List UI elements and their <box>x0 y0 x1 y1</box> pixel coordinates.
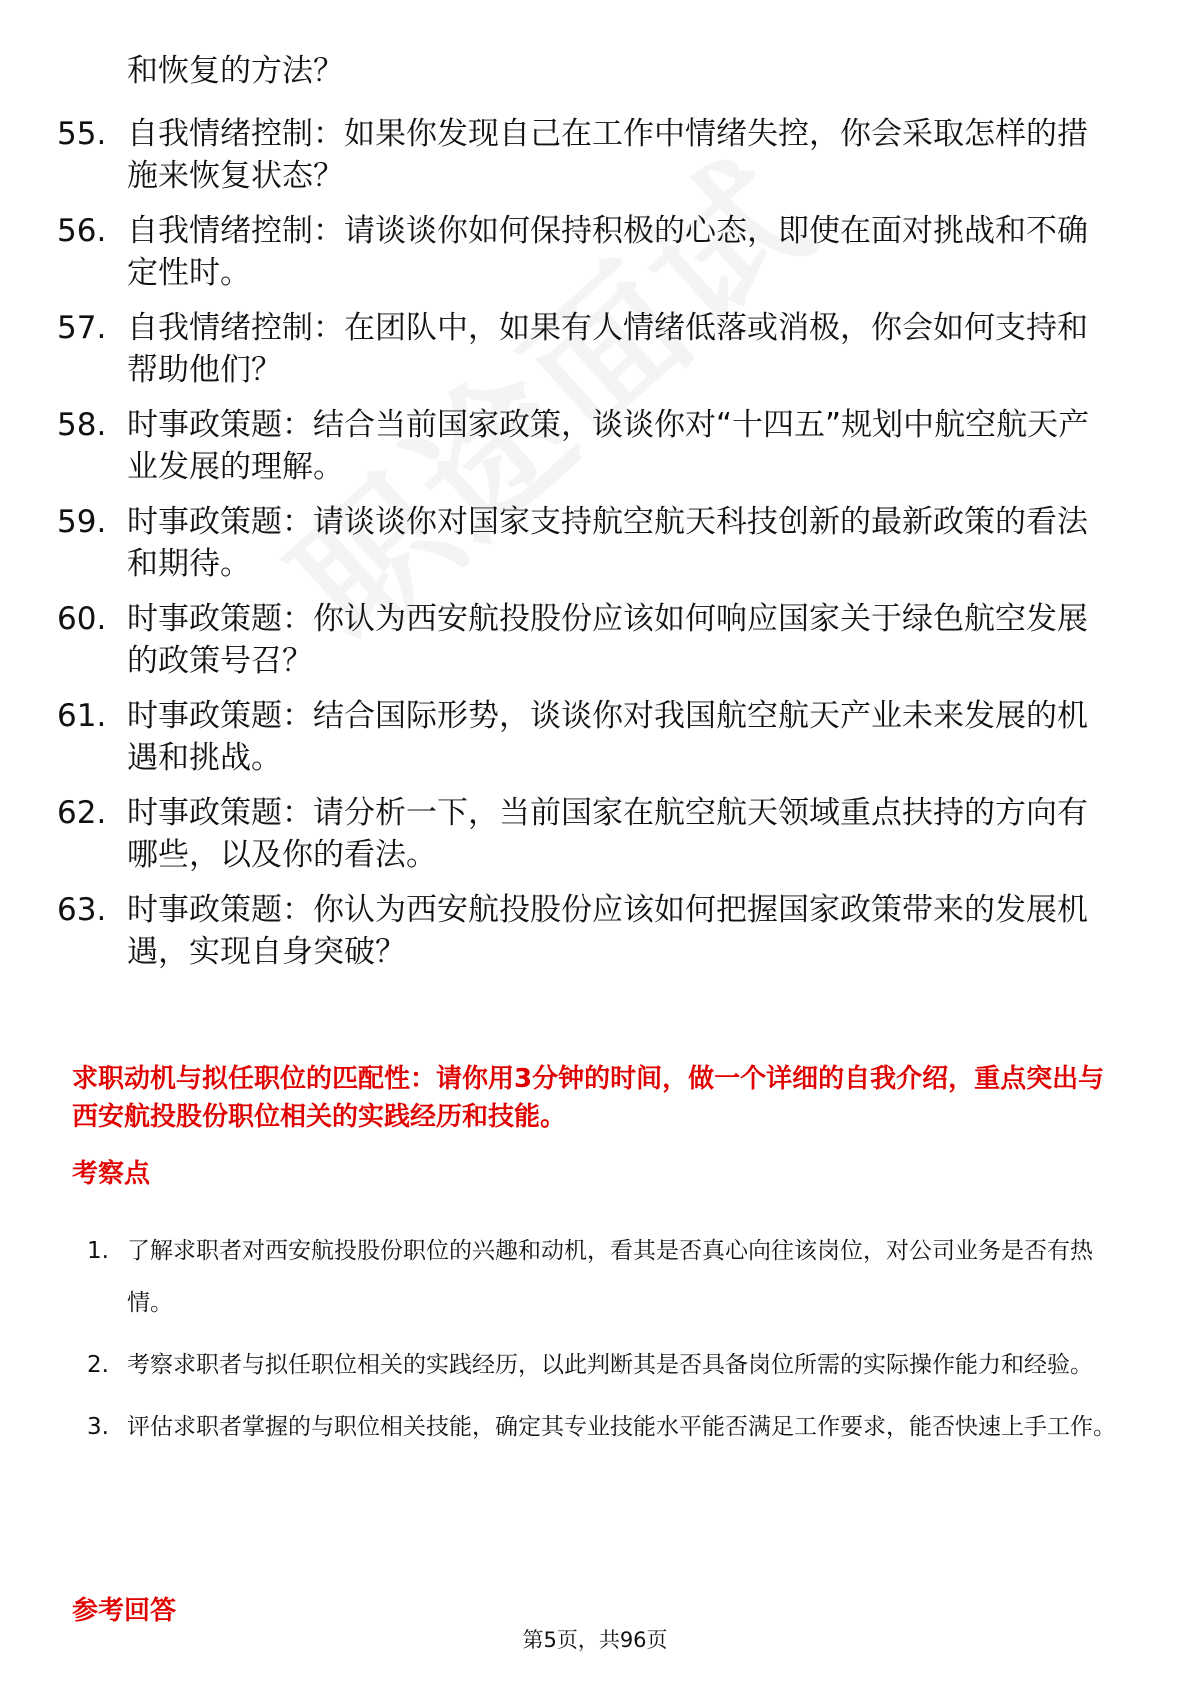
question-text: 时事政策题：你认为西安航投股份应该如何响应国家关于绿色航空发展的政策号召？ <box>127 601 1088 679</box>
question-item <box>0 307 1190 391</box>
checkpoint-list <box>0 1225 1190 1463</box>
question-item <box>0 889 1190 973</box>
question-text: 自我情绪控制：如果你发现自己在工作中情绪失控，你会采取怎样的措施来恢复状态？ <box>127 116 1088 194</box>
question-text: 时事政策题：结合国际形势，谈谈你对我国航空航天产业未来发展的机遇和挑战。 <box>127 698 1088 776</box>
question-number: 55. <box>57 116 107 152</box>
question-number: 63. <box>57 892 107 928</box>
question-number: 60. <box>57 601 107 637</box>
question-item <box>0 792 1190 876</box>
question-text: 自我情绪控制：请谈谈你如何保持积极的心态，即使在面对挑战和不确定性时。 <box>127 213 1088 291</box>
question-item <box>0 113 1190 197</box>
checkpoint-item <box>0 1225 1190 1329</box>
question-item <box>0 695 1190 779</box>
checkpoint-text: 评估求职者掌握的与职位相关技能，确定其专业技能水平能否满足工作要求，能否快速上手工作。 <box>127 1414 1116 1440</box>
question-number: 61. <box>57 698 107 734</box>
checkpoint-item <box>0 1339 1190 1391</box>
question-text: 时事政策题：请谈谈你对国家支持航空航天科技创新的最新政策的看法和期待。 <box>127 504 1088 582</box>
question-number: 59. <box>57 504 107 540</box>
question-list <box>0 113 1190 986</box>
question-item <box>0 210 1190 294</box>
checkpoint-number: 3. <box>87 1414 109 1440</box>
question-text: 时事政策题：结合当前国家政策，谈谈你对“十四五”规划中航空航天产业发展的理解。 <box>127 407 1090 485</box>
checkpoint-number: 1. <box>87 1238 109 1264</box>
question-item <box>0 404 1190 488</box>
checkpoint-text: 了解求职者对西安航投股份职位的兴趣和动机，看其是否真心向往该岗位，对公司业务是否有热情。 <box>127 1238 1093 1316</box>
question-item <box>0 598 1190 682</box>
reference-answer-heading: 参考回答 <box>72 1596 177 1626</box>
question-number: 56. <box>57 213 107 249</box>
continued-question-text: 和恢复的方法？ <box>127 53 344 89</box>
page-footer: 第5页，共96页 <box>522 1628 668 1652</box>
question-number: 62. <box>57 795 107 831</box>
question-number: 57. <box>57 310 107 346</box>
checkpoint-number: 2. <box>87 1352 109 1378</box>
question-item <box>0 501 1190 585</box>
checkpoint-item <box>0 1401 1190 1453</box>
highlighted-question: 求职动机与拟任职位的匹配性：请你用3分钟的时间，做一个详细的自我介绍，重点突出与西安航投股份职位相关的实践经历和技能。 <box>72 1064 1105 1132</box>
question-text: 时事政策题：请分析一下，当前国家在航空航天领域重点扶持的方向有哪些，以及你的看法。 <box>127 795 1088 873</box>
question-number: 58. <box>57 407 107 443</box>
checkpoint-text: 考察求职者与拟任职位相关的实践经历，以此判断其是否具备岗位所需的实际操作能力和经验。 <box>127 1352 1093 1378</box>
question-text: 自我情绪控制：在团队中，如果有人情绪低落或消极，你会如何支持和帮助他们？ <box>127 310 1088 388</box>
question-text: 时事政策题：你认为西安航投股份应该如何把握国家政策带来的发展机遇，实现自身突破？ <box>127 892 1088 970</box>
checkpoints-heading: 考察点 <box>72 1159 151 1189</box>
